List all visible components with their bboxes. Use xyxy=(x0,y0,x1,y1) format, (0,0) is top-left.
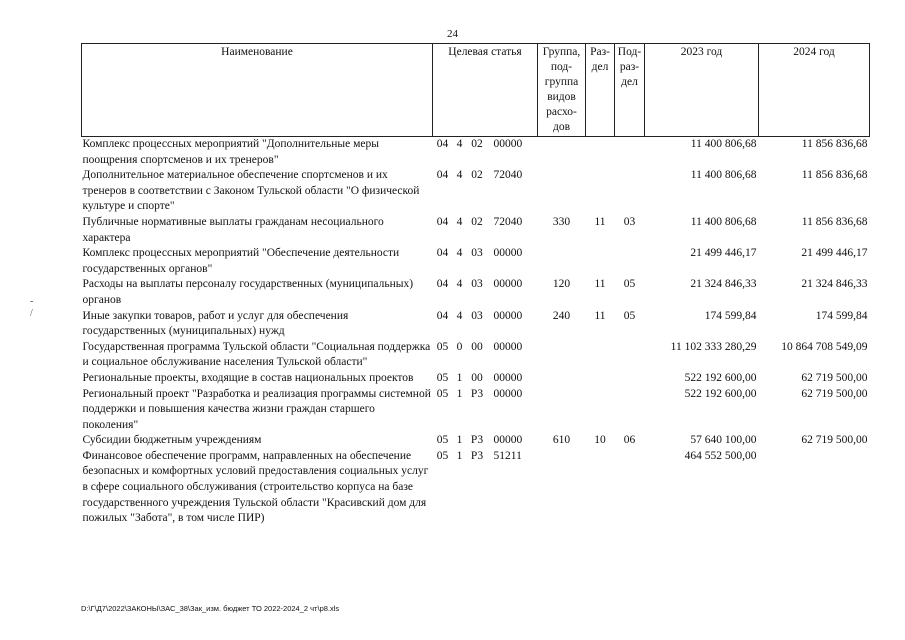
target-event: 03 xyxy=(471,309,483,322)
amount-2024: 21 499 446,17 xyxy=(801,247,868,260)
row-name: Субсидии бюджетным учреждениям xyxy=(82,434,262,447)
section xyxy=(586,137,615,169)
target-event: P3 xyxy=(470,449,484,462)
amount-2023: 11 400 806,68 xyxy=(690,215,757,228)
row-name: Дополнительное материальное обеспечение спортсменов и их тренеров в соответствии с Законом Тульской области "О физической культуре и спорте" xyxy=(82,169,420,213)
target-program: 04 xyxy=(436,309,449,322)
header-expense-group: Группа, под-группа видов расхо-дов xyxy=(538,44,586,137)
target-direction: 00000 xyxy=(493,340,523,353)
target-direction: 72040 xyxy=(493,169,523,182)
row-name: Комплекс процессных мероприятий "Дополнительные меры поощрения спортсменов и их тренеров" xyxy=(82,138,379,166)
section: 11 xyxy=(594,215,606,228)
subsection: 06 xyxy=(623,434,636,447)
amount-2023: 522 192 600,00 xyxy=(684,371,757,384)
target-program: 05 xyxy=(436,434,449,447)
row-name: Региональный проект "Разработка и реализация программы системной поддержки и повышения качества жизни граждан старшего поколения" xyxy=(82,387,431,431)
target-event: P3 xyxy=(470,434,484,447)
target-event: 00 xyxy=(471,371,483,384)
amount-2024: 62 719 500,00 xyxy=(801,434,868,447)
header-year-2024: 2024 год xyxy=(759,44,870,137)
table-row xyxy=(82,449,870,527)
section xyxy=(586,340,615,371)
expense-group xyxy=(538,340,586,371)
row-name: Расходы на выплаты персоналу государственных (муниципальных) органов xyxy=(82,278,414,306)
section: 11 xyxy=(594,309,606,322)
section xyxy=(586,371,615,387)
expense-group: 120 xyxy=(552,278,571,291)
table-row xyxy=(82,168,870,215)
section: 11 xyxy=(594,278,606,291)
expense-group: 240 xyxy=(552,309,571,322)
target-subprogram: 1 xyxy=(456,371,463,384)
table-row xyxy=(82,246,870,277)
target-subprogram: 1 xyxy=(456,449,463,462)
section xyxy=(586,168,615,215)
target-event: 03 xyxy=(471,247,483,260)
expense-group xyxy=(538,387,586,434)
section xyxy=(586,246,615,277)
target-direction: 00000 xyxy=(493,387,523,400)
target-event: 03 xyxy=(471,278,483,291)
target-subprogram: 1 xyxy=(456,434,463,447)
row-name: Публичные нормативные выплаты гражданам несоциального характера xyxy=(82,215,384,244)
amount-2024: 11 856 836,68 xyxy=(801,138,868,150)
amount-2024: 21 324 846,33 xyxy=(801,278,868,291)
amount-2023: 464 552 500,00 xyxy=(684,449,757,462)
target-event: P3 xyxy=(470,387,484,400)
amount-2023: 11 400 806,68 xyxy=(690,169,757,182)
subsection xyxy=(615,371,645,387)
row-name: Комплекс процессных мероприятий "Обеспечение деятельности государственных органов" xyxy=(82,247,400,275)
target-program: 04 xyxy=(436,138,449,150)
page-number: 24 xyxy=(447,28,458,40)
target-program: 04 xyxy=(436,247,449,260)
margin-mark: - xyxy=(30,296,34,307)
target-direction: 51211 xyxy=(493,449,522,462)
table-row xyxy=(82,215,870,246)
section xyxy=(586,449,615,527)
expense-group xyxy=(538,246,586,277)
target-direction: 00000 xyxy=(493,247,523,260)
target-program: 04 xyxy=(436,215,449,228)
subsection: 03 xyxy=(623,215,636,228)
target-program: 05 xyxy=(436,340,449,353)
row-name: Финансовое обеспечение программ, направленных на обеспечение безопасных и комфортных условий предоставления социальных услуг в сфере социального обслуживания (строительство корпуса на базе государственного учреждения Тульской области "Красивский дом для пожилых "Забота", в том числе ПИР) xyxy=(82,449,429,525)
target-program: 04 xyxy=(436,278,449,291)
amount-2023: 522 192 600,00 xyxy=(684,387,757,400)
header-row xyxy=(82,44,870,137)
table-row xyxy=(82,387,870,434)
amount-2024: 62 719 500,00 xyxy=(801,387,868,400)
table-row xyxy=(82,433,870,449)
target-subprogram: 4 xyxy=(456,169,463,182)
expense-group xyxy=(538,449,586,527)
target-program: 05 xyxy=(436,387,449,400)
amount-2023: 57 640 100,00 xyxy=(690,434,757,447)
subsection: 05 xyxy=(623,278,636,291)
table-row xyxy=(82,277,870,308)
target-program: 04 xyxy=(436,169,449,182)
expense-group xyxy=(538,371,586,387)
amount-2023: 11 400 806,68 xyxy=(690,138,757,150)
expense-group: 330 xyxy=(552,215,571,228)
budget-table xyxy=(81,43,870,527)
header-subsection: Под-раз-дел xyxy=(615,44,645,137)
target-subprogram: 0 xyxy=(456,340,463,353)
row-name: Иные закупки товаров, работ и услуг для обеспечения государственных (муниципальных) нужд xyxy=(82,309,349,338)
target-direction: 72040 xyxy=(493,215,523,228)
table-row xyxy=(82,340,870,371)
subsection xyxy=(615,246,645,277)
amount-2024 xyxy=(759,449,870,527)
amount-2024: 174 599,84 xyxy=(815,309,868,322)
header-target-article: Целевая статья xyxy=(433,44,538,137)
target-subprogram: 4 xyxy=(456,138,463,150)
target-direction: 00000 xyxy=(493,434,523,447)
header-year-2023: 2023 год xyxy=(645,44,759,137)
expense-group: 610 xyxy=(552,434,571,447)
target-direction: 00000 xyxy=(493,138,523,150)
subsection xyxy=(615,340,645,371)
section: 10 xyxy=(594,434,606,447)
header-name: Наименование xyxy=(82,44,433,137)
margin-mark: / xyxy=(30,308,33,319)
row-name: Региональные проекты, входящие в состав национальных проектов xyxy=(82,371,414,384)
target-program: 05 xyxy=(436,449,449,462)
amount-2024: 10 864 708 549,09 xyxy=(781,340,868,353)
expense-group xyxy=(538,168,586,215)
table-row xyxy=(82,371,870,387)
subsection xyxy=(615,387,645,434)
target-event: 02 xyxy=(471,169,483,182)
subsection xyxy=(615,449,645,527)
amount-2024: 11 856 836,68 xyxy=(801,215,868,228)
section xyxy=(586,387,615,434)
subsection: 05 xyxy=(623,309,636,322)
target-direction: 00000 xyxy=(493,278,523,291)
target-subprogram: 4 xyxy=(456,309,463,322)
table-row xyxy=(82,137,870,169)
target-program: 05 xyxy=(436,371,449,384)
amount-2023: 174 599,84 xyxy=(704,309,757,322)
amount-2024: 62 719 500,00 xyxy=(801,371,868,384)
header-section: Раз-дел xyxy=(586,44,615,137)
amount-2023: 11 102 333 280,29 xyxy=(670,340,757,353)
subsection xyxy=(615,168,645,215)
table-row xyxy=(82,309,870,340)
target-event: 00 xyxy=(471,340,483,353)
amount-2024: 11 856 836,68 xyxy=(801,169,868,182)
expense-group xyxy=(538,137,586,169)
target-subprogram: 4 xyxy=(456,215,463,228)
table-body xyxy=(82,137,870,527)
target-event: 02 xyxy=(471,215,483,228)
target-direction: 00000 xyxy=(493,371,523,384)
subsection xyxy=(615,137,645,169)
row-name: Государственная программа Тульской области "Социальная поддержка и социальное обслуживание населения Тульской области" xyxy=(82,340,431,369)
amount-2023: 21 324 846,33 xyxy=(690,278,757,291)
target-subprogram: 4 xyxy=(456,278,463,291)
target-subprogram: 4 xyxy=(456,247,463,260)
target-subprogram: 1 xyxy=(456,387,463,400)
file-path-footer: D:\Г\Д7\2022\ЗАКОНЫ\ЗАС_38\Зак_изм. бюджет ТО 2022-2024_2 чт\р8.xls xyxy=(81,604,340,613)
target-direction: 00000 xyxy=(493,309,523,322)
target-event: 02 xyxy=(471,138,483,150)
amount-2023: 21 499 446,17 xyxy=(690,247,757,260)
